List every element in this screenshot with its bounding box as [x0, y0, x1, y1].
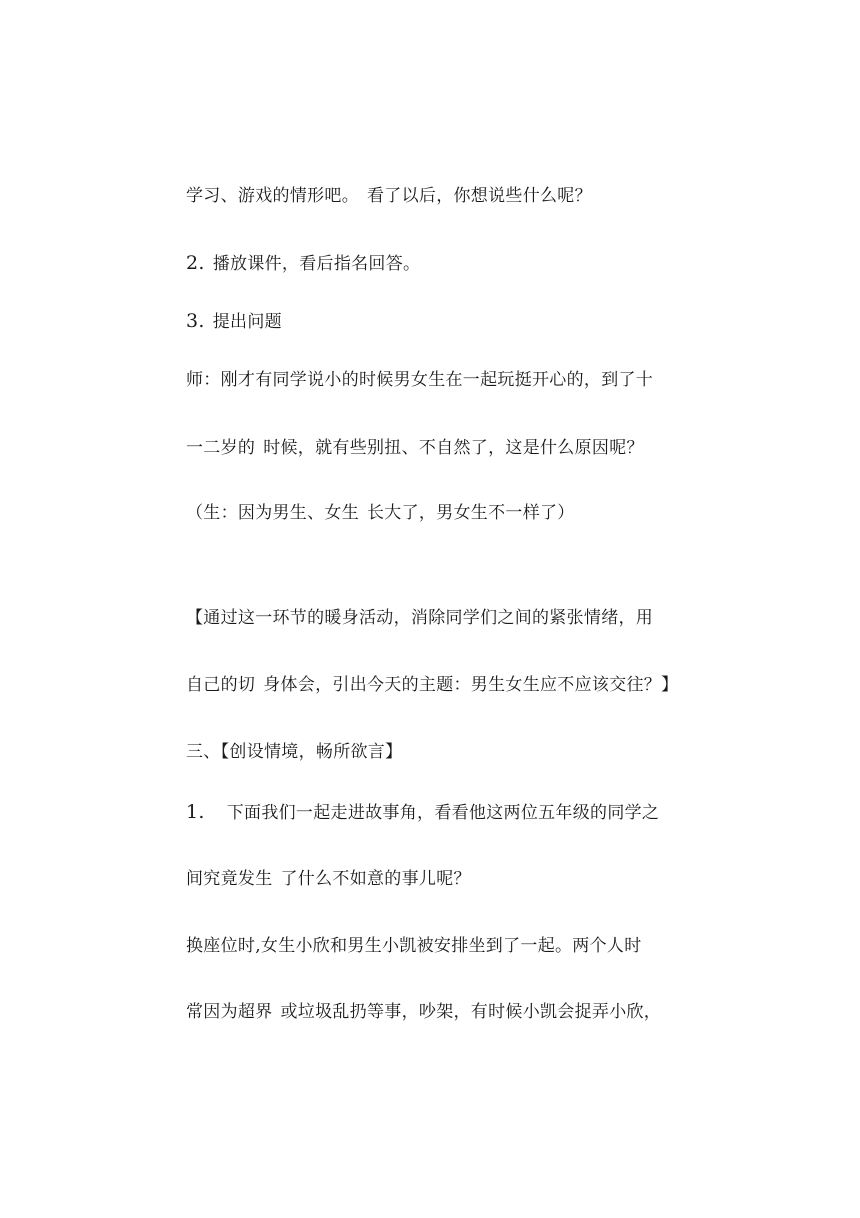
section-heading — [186, 740, 402, 764]
text-segment: 师：刚才有同学说小的时候男女生在一起玩挺开心的，到了十 — [186, 370, 654, 390]
list-item-1 — [186, 800, 659, 825]
text-segment: 一二岁的 — [186, 438, 256, 458]
text-segment: 身体会，引出今天的主题：男生女生应不应该交往？】 — [263, 675, 679, 695]
text-line-6 — [186, 501, 575, 525]
section-heading-text: 三、【创设情境，畅所欲言】 — [186, 742, 403, 762]
text-segment: 间究竟发生 — [186, 869, 273, 889]
text-line-4 — [186, 368, 653, 392]
text-segment: 时候，就有些别扭、不自然了，这是什么原因呢？ — [263, 438, 644, 458]
list-number: 3. — [186, 310, 205, 332]
text-segment: 常因为超界 — [186, 1002, 273, 1022]
text-line-8 — [186, 673, 678, 697]
text-segment: 自己的切 — [186, 675, 256, 695]
text-segment: 了什么不如意的事儿呢？ — [280, 869, 471, 889]
text-line-5 — [186, 436, 644, 460]
text-line-1 — [186, 184, 592, 208]
text-line-7 — [186, 606, 653, 630]
list-number: 2. — [186, 252, 205, 274]
list-item-text: 下面我们一起走进故事角，看看他这两位五年级的同学之 — [226, 803, 660, 823]
text-segment: 长大了，男女生不一样了） — [367, 503, 575, 523]
text-segment: （生：因为男生、女生 — [186, 503, 359, 523]
list-item-text: 播放课件，看后指名回答。 — [212, 254, 421, 274]
list-item-2 — [186, 251, 420, 276]
text-segment: 看了以后，你想说些什么呢？ — [367, 186, 592, 206]
text-segment: 或垃圾乱扔等事，吵架，有时候小凯会捉弄小欣， — [280, 1002, 662, 1022]
list-item-text: 提出问题 — [212, 312, 282, 332]
text-segment: 【通过这一环节的暖身活动，消除同学们之间的紧张情绪，用 — [186, 608, 654, 628]
text-segment: 学习、游戏的情形吧。 — [186, 186, 359, 206]
text-line-11 — [186, 867, 471, 891]
text-line-12 — [186, 934, 642, 958]
list-item-3 — [186, 309, 282, 334]
text-segment: 换座位时,女生小欣和男生小凯被安排坐到了一起。两个人时 — [186, 936, 642, 956]
text-line-13 — [186, 1000, 661, 1024]
list-number: 1. — [186, 801, 205, 823]
